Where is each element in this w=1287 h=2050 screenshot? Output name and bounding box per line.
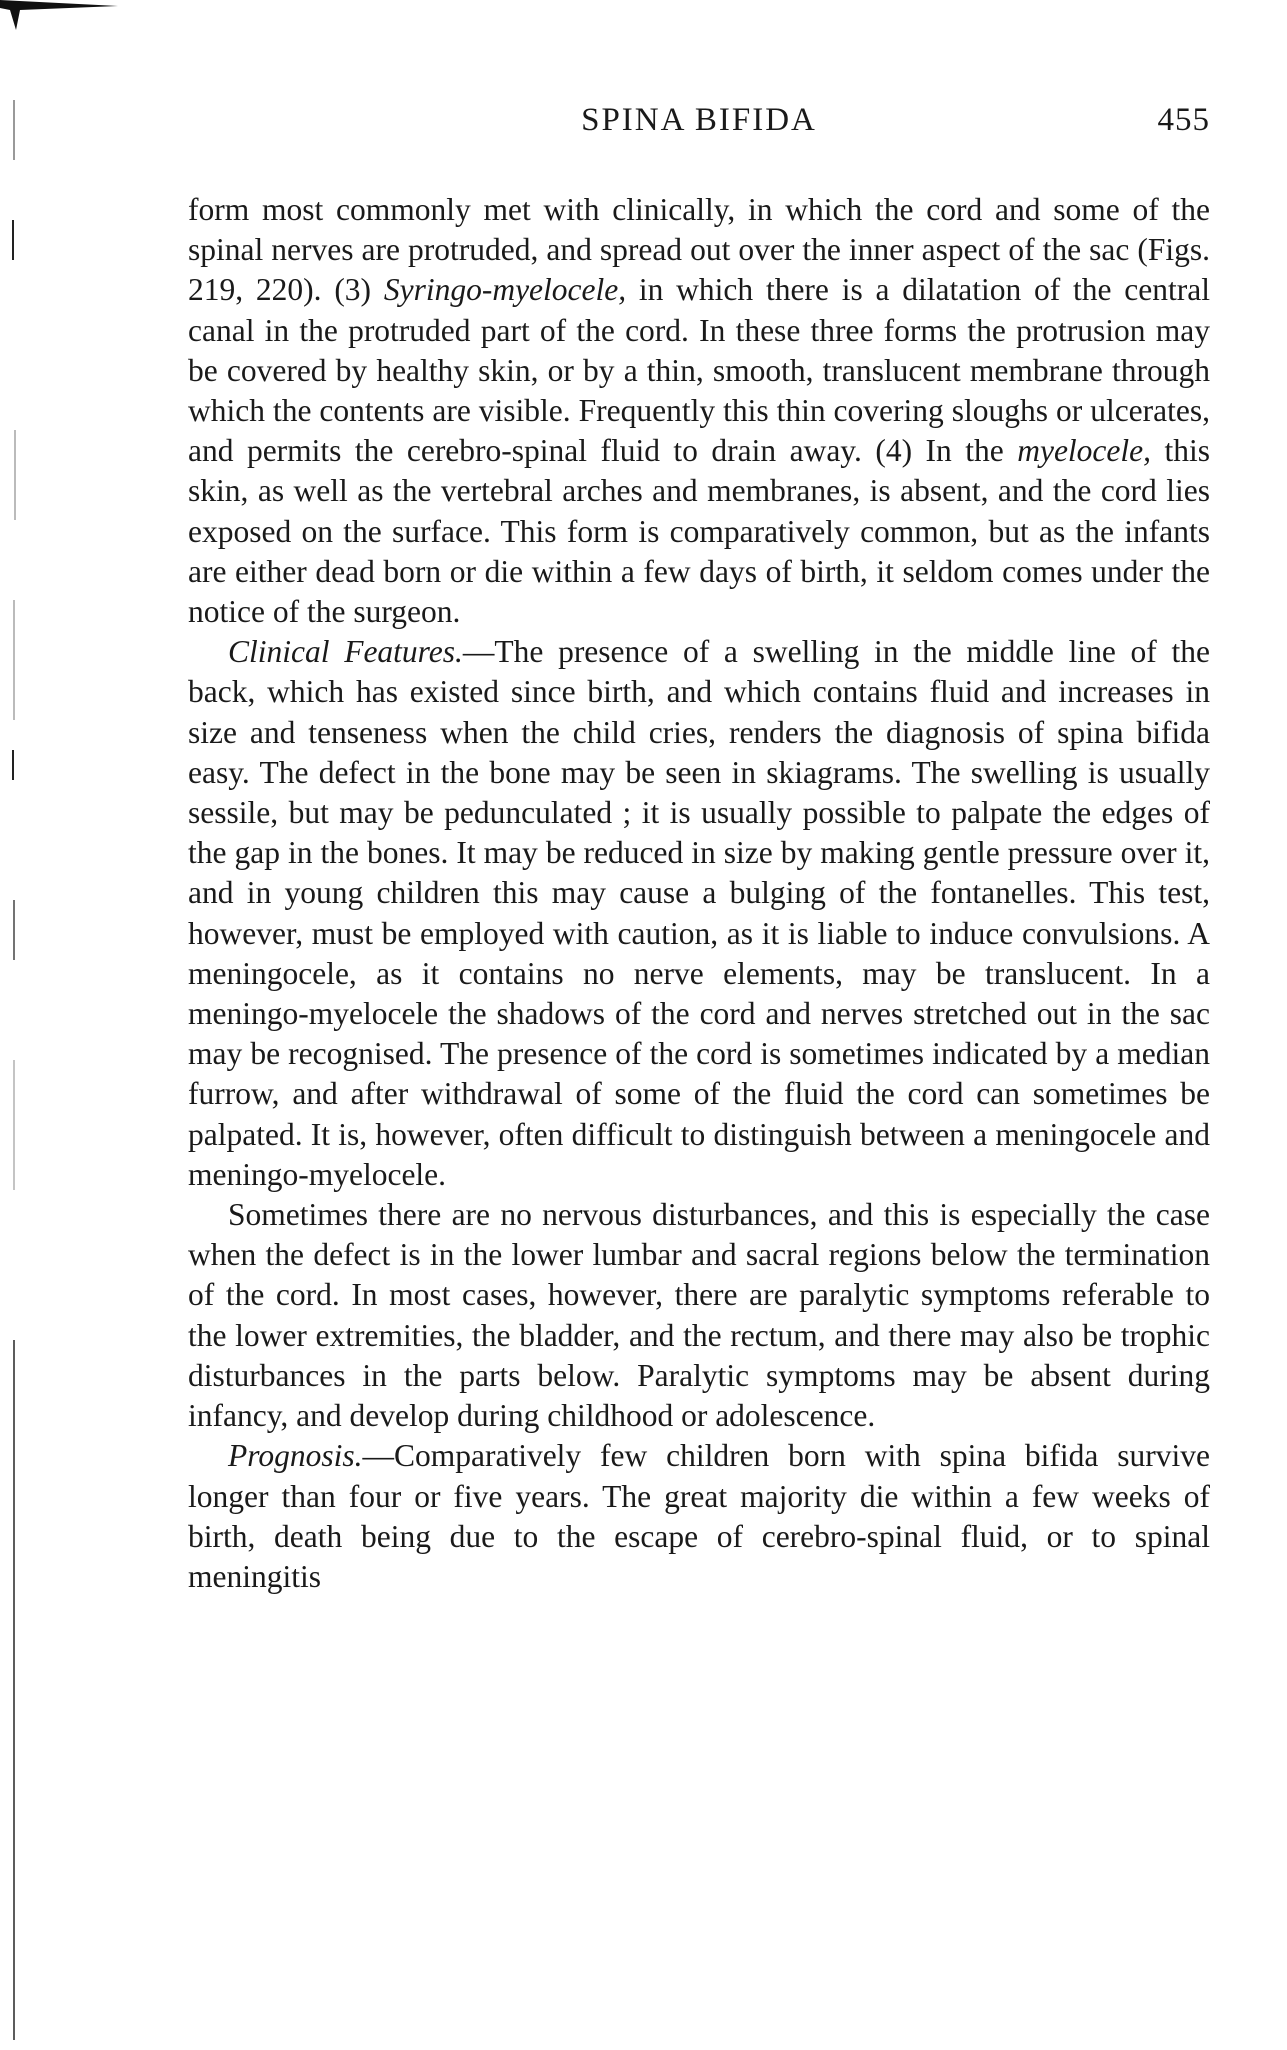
running-title: SPINA BIFIDA (581, 102, 817, 138)
paragraph-prognosis (188, 1436, 1210, 1597)
paragraph-text: —Comparatively few children born with spina bifida survive longer than four or five years. The great majority die within a few weeks of birth, death being due to the escape of cerebro-spinal fluid, or to spinal meningitis (188, 1438, 1210, 1594)
paragraph-text: this skin, as well as the vertebral arches and membranes, is absent, and the cord lies exposed on the surface. This form is comparatively common, but as the infants are either dead born or die within a few days of birth, it seldom comes under the notice of the surgeon. (188, 433, 1210, 630)
page-number: 455 (1157, 102, 1210, 138)
paragraph-text: Sometimes there are no nervous disturbances, and this is especially the case when the defect is in the lower lumbar and sacral regions below the termination of the cord. In most cases, however, there are paralytic symptoms referable to the lower extremities, the bladder, and the rectum, and there may also be trophic disturbances in the parts below. Paralytic symptoms may be absent during infancy, and develop during childhood or adolescence. (188, 1197, 1210, 1434)
paragraph-text: form most commonly met with clinically, in which the cord and some of the spinal nerves are protruded, and spread out over the inner aspect of the sac (Figs. 219, 220). (3) (188, 192, 1210, 308)
paragraph-text: —The presence of a swelling in the middle line of the back, which has existed since birth, and which contains fluid and increases in size and tenseness when the child cries, renders the diagnosis of spina bifida easy. The defect in the bone may be seen in skiagrams. The swelling is usually sessile, but may be pedunculated ; it is usually possible to palpate the edges of the gap in the bones. It may be reduced in size by making gentle pressure over it, and in young children this may cause a bulging of the fontanelles. This test, however, must be employed with caution, as it is liable to induce convulsions. A meningocele, as it contains no nerve elements, may be translucent. In a meningo-myelocele the shadows of the cord and nerves stretched out in the sac may be recognised. The presence of the cord is sometimes indicated by a median furrow, and after withdrawal of some of the fluid the cord can sometimes be palpated. It is, however, often difficult to distinguish between a meningocele and meningo-myelocele. (188, 634, 1210, 1192)
paragraph-nervous-disturbances (188, 1195, 1210, 1436)
paragraph-clinical-features (188, 632, 1210, 1195)
section-heading-clinical-features: Clinical Features. (228, 634, 463, 670)
paragraph-continued (188, 190, 1210, 632)
section-heading-prognosis: Prognosis. (228, 1438, 363, 1474)
running-head (188, 98, 1210, 142)
body-text (188, 190, 1210, 1597)
term-syringomyelocele: Syringo-myelocele, (383, 272, 627, 308)
scan-corner-mark (0, 0, 120, 40)
paragraph-text: in which there is a dilatation of the central canal in the protruded part of the cord. In these three forms the protrusion may be covered by healthy skin, or by a thin, smooth, translucent membrane through which the contents are visible. Frequently this thin covering sloughs or ulcerates, and permits the cerebro-spinal fluid to drain away. (4) In the (188, 272, 1210, 469)
term-myelocele: myelocele, (1017, 433, 1152, 469)
scan-gutter-line (6, 100, 22, 2040)
